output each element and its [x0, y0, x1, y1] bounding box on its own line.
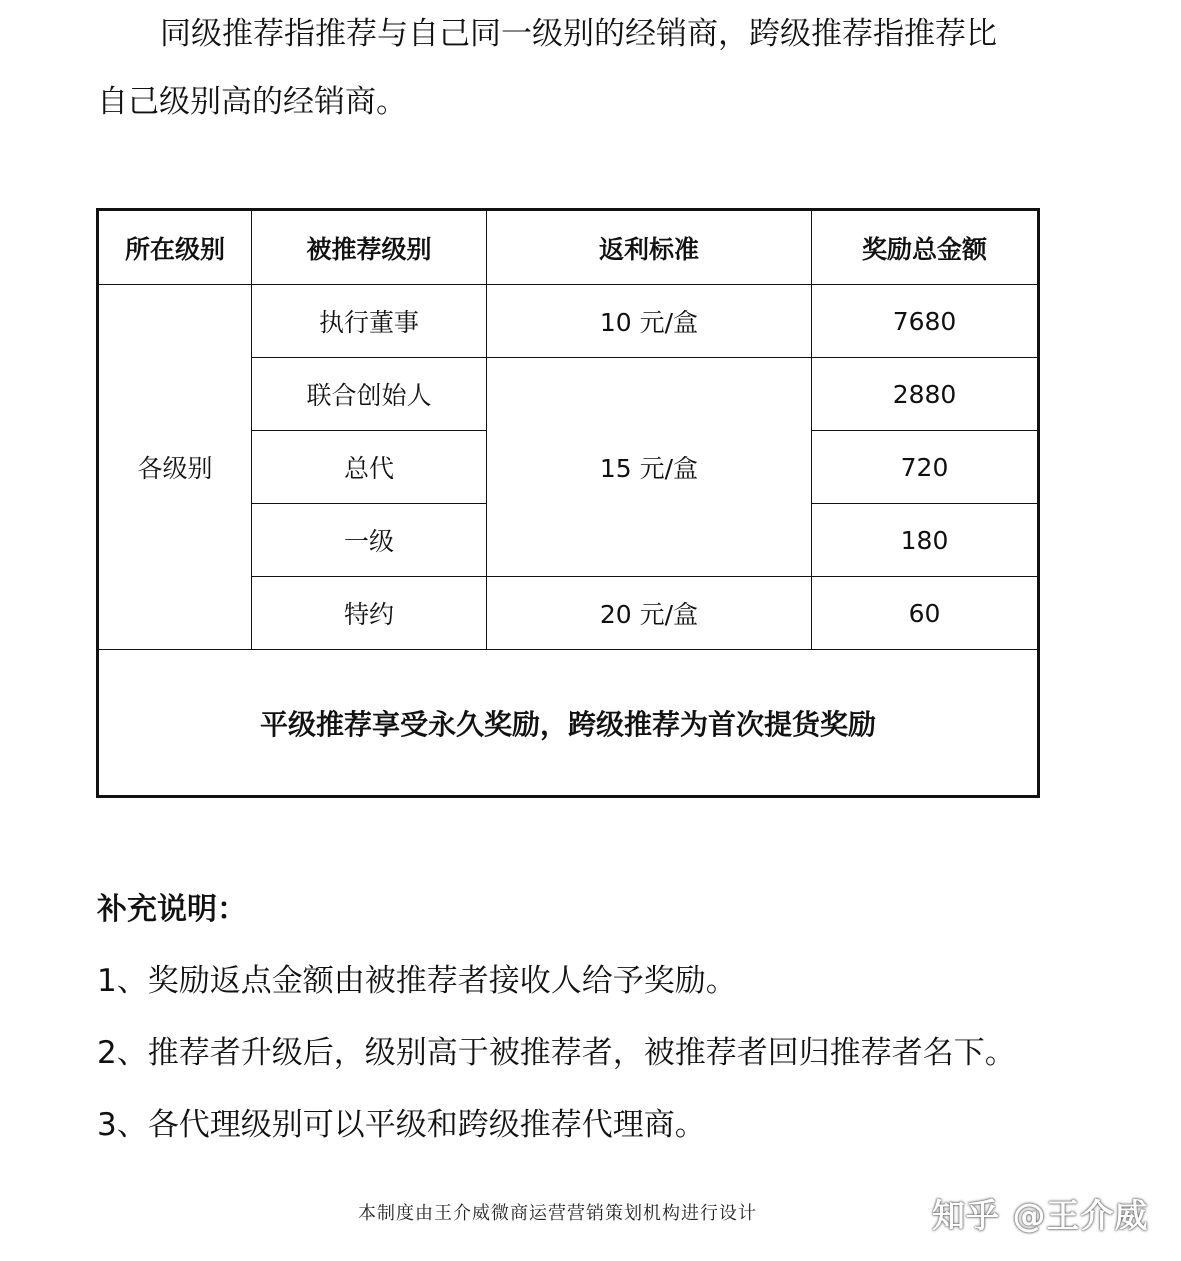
recommended-cell: 特约 [252, 577, 487, 650]
table-note-row [98, 650, 1039, 797]
level-cell: 各级别 [98, 285, 252, 650]
total-cell: 7680 [812, 285, 1039, 358]
recommended-cell: 总代 [252, 431, 487, 504]
recommended-cell: 联合创始人 [252, 358, 487, 431]
list-item: 1、奖励返点金额由被推荐者接收人给予奖励。 [97, 963, 737, 999]
header-recommended-level: 被推荐级别 [252, 210, 487, 285]
header-level: 所在级别 [98, 210, 252, 285]
list-item: 3、各代理级别可以平级和跨级推荐代理商。 [97, 1107, 706, 1143]
total-cell: 2880 [812, 358, 1039, 431]
rebate-table [96, 208, 1040, 798]
table-header-row [98, 210, 1039, 285]
recommended-cell: 执行董事 [252, 285, 487, 358]
intro-paragraph [97, 0, 1057, 136]
table-row [98, 285, 1039, 358]
intro-line-1: 同级推荐指推荐与自己同一级别的经销商，跨级推荐指推荐比 [160, 16, 997, 52]
rate-cell: 20 元/盒 [487, 577, 812, 650]
supplement-title: 补充说明： [97, 892, 247, 927]
header-total-reward: 奖励总金额 [812, 210, 1039, 285]
rate-cell: 10 元/盒 [487, 285, 812, 358]
recommended-cell: 一级 [252, 504, 487, 577]
list-item: 2、推荐者升级后，级别高于被推荐者，被推荐者回归推荐者名下。 [97, 1035, 1016, 1071]
footer-credit: 本制度由王介威微商运营营销策划机构进行设计 [358, 1203, 757, 1224]
supplement-list [97, 945, 1016, 1161]
header-rebate-standard: 返利标准 [487, 210, 812, 285]
watermark: 知乎 @王介威 [932, 1196, 1149, 1235]
table-note: 平级推荐享受永久奖励，跨级推荐为首次提货奖励 [98, 650, 1039, 797]
rate-cell: 15 元/盒 [487, 358, 812, 577]
total-cell: 60 [812, 577, 1039, 650]
total-cell: 720 [812, 431, 1039, 504]
total-cell: 180 [812, 504, 1039, 577]
intro-line-2: 自己级别高的经销商。 [97, 84, 407, 120]
